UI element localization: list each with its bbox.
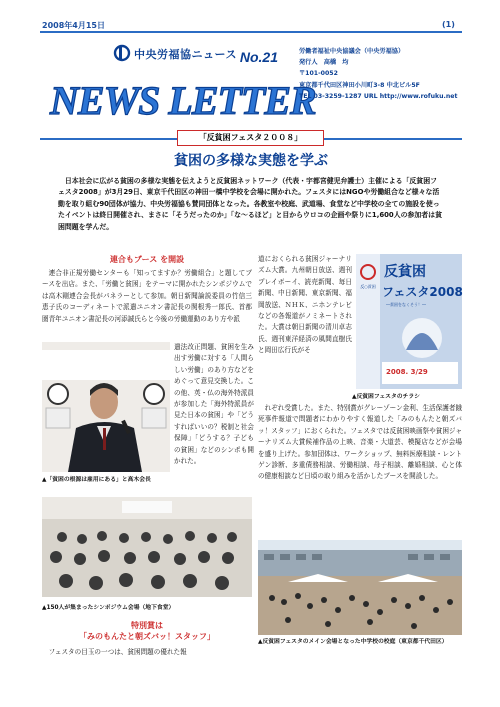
contact: TEL 03-3259-1287 URL http://www.rofuku.net [299,92,458,100]
photo-symposium-hall [42,497,252,597]
body-paragraph-3: フェスタの目玉の一つは、貧困問題の優れた報 [48,648,187,656]
body-paragraph-4: 道におくられる貧困ジャーナリズム大賞。九州朝日放送、週刊プレイボーイ、読売新聞、毎日新聞、中日新聞、東京新聞、福岡放送、ＮＨＫ、ニホンテレビなどの各報道がノミネートされた。大賞は朝日新聞の清川卓志氏、週刊東洋経済の風間直樹氏と岡田広行氏がそ [258,255,352,355]
caption-symposium: ▲150人が集まったシンポジウム会場（地下食堂） [42,605,175,611]
photo-takagi-speech [42,342,170,472]
festa-flyer-image [356,254,462,389]
photo-schoolyard [258,540,462,635]
publisher-info [299,46,457,102]
publisher-name: 労働者福祉中央協議会（中央労福協） [299,48,405,55]
header-rule [40,31,462,33]
flyer-title-1: 反貧困 [384,264,426,280]
logo-wordmark: NEWS LETTER [50,78,316,123]
address: 東京都千代田区神田小川町3-8 中北ビル5F [299,81,420,89]
caption-flyer: ▲反貧困フェスタのチラシ [352,394,420,400]
page-number: (1) [442,20,455,29]
caption-schoolyard: ▲反貧困フェスタのメイン会場となった中学校の校庭（東京都千代田区） [258,639,448,645]
editor-name: 発行人 高橋 均 [299,59,349,67]
caption-takagi: ▲「貧困の根源は雇用にある」と高木会長 [42,477,151,483]
subheading-rengo-booth: 連合もブース を開設 [109,255,185,264]
body-paragraph-2: 遣法改正問題、貧困を生み出す労働に対する「人間らしい労働」のあり方などをめぐって意見交換した。この他、英・仏の海外特派員が参加した「海外特派員が見た日本の貧困」や「どうすればいいの？税制と社会保障」「どうする？子どもの貧困」などのシンポも開かれた。 [174,343,254,466]
flyer-date: 2008. 3/29 [386,368,428,376]
newsletter-title: 中央労福協ニュース [134,48,237,61]
flyer-logo-mark: 反○貧困 [360,284,376,289]
lead-paragraph: 日本社会に広がる貧困の多様な実態を伝えようと反貧困ネットワーク（代表・宇都宮健児弁護士）主催による「反貧困フェスタ2008」が3月29日、東京千代田区の神田一橋中学校を会場に開かれた。フェスタにはNGOや労働組合など様々な活動を取り組む90団体が協力、中央労福協も賛同団体となった。各教室や校庭、武道場、食堂など中学校の全ての施設を使ったイベントは終日開催され、まさに「そうだったのか」「な〜るほど」と目からウロコの企画や祭りに1,600人の参加者は貧困問題を学んだ。 [58,177,442,231]
prize-heading-line1: 特別賞は [131,621,163,630]
issue-date: 2008年4月15日 [42,21,105,30]
body-paragraph-1: 連合非正規労働センターも「知ってますか？労働組合」と題してブースを出店。また、「労働と貧困」をテーマに開かれたシンポジウムでは高木剛連合会長がパネラーとして参加。朝日新聞論説委員の竹信三恵子氏のコーディネートで派遣ユニオン書記長の関根秀一郎氏、首都圏青年ユニオン書記長の河添誠氏らと今後の労働運動のあり方や派 [42,269,252,323]
flyer-subtitle: ―貧困をなくそう！― [386,302,426,307]
issue-number: No.21 [239,49,278,65]
prize-heading-line2: 「みのもんたと朝ズバッ！スタッフ」 [79,632,215,641]
postal-code: 〒101-0052 [299,70,338,78]
flyer-title-2: フェスタ2008 [382,285,463,299]
body-paragraph-5: れぞれ受賞した。また、特別賞がグレーゾーン金利、生活保護者餓死事件報道で問題者にわかりやすく報道した「みのもんたと朝ズバッ！スタッフ」におくられた。フェスタでは反貧困映画祭や貧困ジャーナリズム大賞候補作品の上映、音楽・大道芸、模擬店などが会場を盛り上げた。参加団体は、ワークショップ、無料医療相談・レントゲン診断、多重債務相談、労働相談、母子相談、離婚相談、心と体の健康相談など日頃の取り組みを活かしたブースを開設した。 [258,404,463,481]
headline: 貧困の多様な実態を学ぶ [174,153,328,169]
subheading-special-prize [42,620,252,642]
event-tag: 「反貧困フェスタ２００８」 [177,130,324,146]
